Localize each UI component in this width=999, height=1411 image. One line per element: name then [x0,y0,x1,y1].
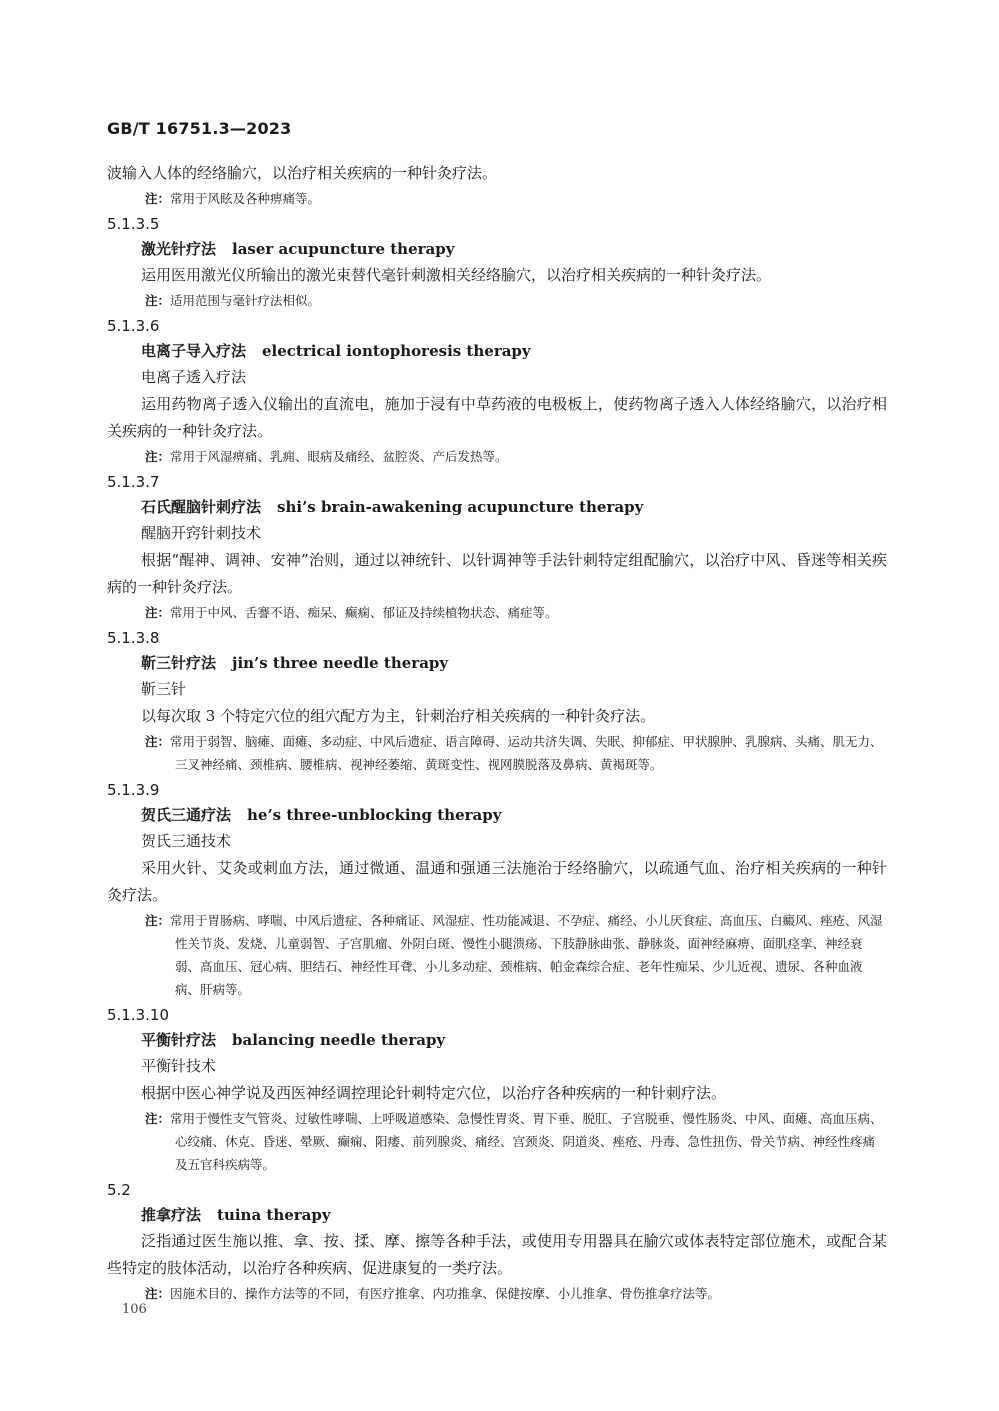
term-zh: 石氏醒脑针刺疗法 [141,498,262,516]
note-label: 注： [145,293,171,308]
term-heading [107,1028,887,1053]
document-body [107,160,887,1307]
term-en: balancing needle therapy [232,1031,446,1049]
term-note [107,1107,887,1176]
term-zh: 平衡针疗法 [141,1031,217,1049]
note-text: 常用于慢性支气管炎、过敏性哮喘、上呼吸道感染、急慢性胃炎、胃下垂、脱肛、子宫脱垂、慢性肠炎、中风、面瘫、高血压病、心绞痛、休克、昏迷、晕厥、癫痫、阳痿、前列腺炎、痛经、宫颈炎、阴道炎、痤疮、丹毒、急性扭伤、骨关节病、神经性疼痛及五官科疾病等。 [170,1111,883,1172]
section-5-1-3-9 [107,778,887,1001]
term-en: he’s three-unblocking therapy [247,806,502,824]
term-en: tuina therapy [217,1206,331,1224]
term-heading [107,339,887,364]
term-synonym: 平衡针技术 [141,1057,217,1075]
section-number: 5.1.3.5 [107,215,160,233]
term-definition: 泛指通过医生施以推、拿、按、揉、摩、擦等各种手法，或使用专用器具在腧穴或体表特定部位施术，或配合某些特定的肢体活动，以治疗各种疾病、促进康复的一类疗法。 [107,1232,887,1277]
term-note [107,1282,887,1305]
term-synonym: 电离子透入疗法 [141,368,247,386]
section-5-1-3-7 [107,470,887,624]
term-definition: 采用火针、艾灸或刺血方法，通过微通、温通和强通三法施治于经络腧穴，以疏通气血、治疗相关疾病的一种针灸疗法。 [107,859,887,904]
term-heading [107,651,887,676]
section-number: 5.1.3.7 [107,473,160,491]
term-heading [107,495,887,520]
section-number: 5.1.3.9 [107,781,160,799]
note-label: 注： [145,449,171,464]
note-label: 注： [145,913,171,928]
term-synonym: 醒脑开窍针刺技术 [141,524,262,542]
section-number: 5.1.3.8 [107,629,160,647]
term-en: laser acupuncture therapy [232,240,455,258]
term-definition: 以每次取 3 个特定穴位的组穴配方为主，针刺治疗相关疾病的一种针灸疗法。 [141,707,656,725]
section-5-1-3-5 [107,212,887,312]
term-definition: 运用药物离子透入仪输出的直流电，施加于浸有中草药液的电极板上，使药物离子透入人体经络腧穴，以治疗相关疾病的一种针灸疗法。 [107,395,887,440]
intro-text: 波输入人体的经络腧穴，以治疗相关疾病的一种针灸疗法。 [107,164,498,182]
term-zh: 靳三针疗法 [141,654,217,672]
note-label: 注： [145,191,171,206]
term-en: jin’s three needle therapy [232,654,449,672]
note-text: 因施术目的、操作方法等的不同，有医疗推拿、内功推拿、保健按摩、小儿推拿、骨伤推拿疗法等。 [170,1286,721,1301]
term-note [107,601,887,624]
note-text: 常用于中风、舌謇不语、痴呆、癫痫、郁证及持续植物状态、痛症等。 [170,605,558,620]
term-zh: 推拿疗法 [141,1206,202,1224]
note-text: 适用范围与毫针疗法相似。 [170,293,321,308]
term-note [107,730,887,776]
term-note [107,289,887,312]
term-definition: 根据“醒神、调神、安神”治则，通过以神统针、以针调神等手法针刺特定组配腧穴，以治疗中风、昏迷等相关疾病的一种针灸疗法。 [107,551,887,596]
term-synonym: 靳三针 [141,680,187,698]
section-5-1-3-6 [107,314,887,468]
note-text: 常用于风湿痹痛、乳痈、眼病及痛经、盆腔炎、产后发热等。 [170,449,508,464]
term-heading [107,1203,887,1228]
term-heading [107,237,887,262]
intro-note [107,187,887,210]
note-label: 注： [145,1286,171,1301]
term-en: shi’s brain-awakening acupuncture therapy [277,498,644,516]
term-zh: 激光针疗法 [141,240,217,258]
note-text: 常用于弱智、脑瘫、面瘫、多动症、中风后遗症、语言障碍、运动共济失调、失眠、抑郁症、甲状腺肿、乳腺病、头痛、肌无力、三叉神经痛、颈椎病、腰椎病、视神经萎缩、黄斑变性、视网膜脱落及鼻病、黄褐斑等。 [170,734,883,772]
standard-code-header: GB/T 16751.3—2023 [107,119,292,138]
note-text: 常用于风眩及各种痹痛等。 [170,191,321,206]
note-label: 注： [145,1111,171,1126]
term-synonym: 贺氏三通技术 [141,832,232,850]
section-number: 5.2 [107,1181,131,1199]
term-note [107,445,887,468]
section-number: 5.1.3.10 [107,1006,170,1024]
term-zh: 贺氏三通疗法 [141,806,232,824]
term-heading [107,803,887,828]
term-note [107,909,887,1001]
term-definition: 运用医用激光仪所输出的激光束替代毫针刺激相关经络腧穴，以治疗相关疾病的一种针灸疗法。 [141,266,772,284]
term-definition: 根据中医心神学说及西医神经调控理论针刺特定穴位，以治疗各种疾病的一种针刺疗法。 [141,1084,727,1102]
note-text: 常用于胃肠病、哮喘、中风后遗症、各种痛证、风湿症、性功能减退、不孕症、痛经、小儿厌食症、高血压、白癜风、痤疮、风湿性关节炎、发烧、儿童弱智、子宫肌瘤、外阴白斑、慢性小腿溃疡、下肢静脉曲张、静脉炎、面神经麻痹、面肌痉挛、神经衰弱、高血压、冠心病、胆结石、神经性耳聋、小儿多动症、颈椎病、帕金森综合症、老年性痴呆、少儿近视、遗尿、各种血液病、肝病等。 [170,913,883,997]
term-en: electrical iontophoresis therapy [262,342,531,360]
section-number: 5.1.3.6 [107,317,160,335]
section-5-1-3-8 [107,626,887,776]
page-number: 106 [122,1302,147,1317]
section-5-1-3-10 [107,1003,887,1176]
note-label: 注： [145,734,171,749]
note-label: 注： [145,605,171,620]
term-zh: 电离子导入疗法 [141,342,247,360]
section-5-2 [107,1178,887,1305]
